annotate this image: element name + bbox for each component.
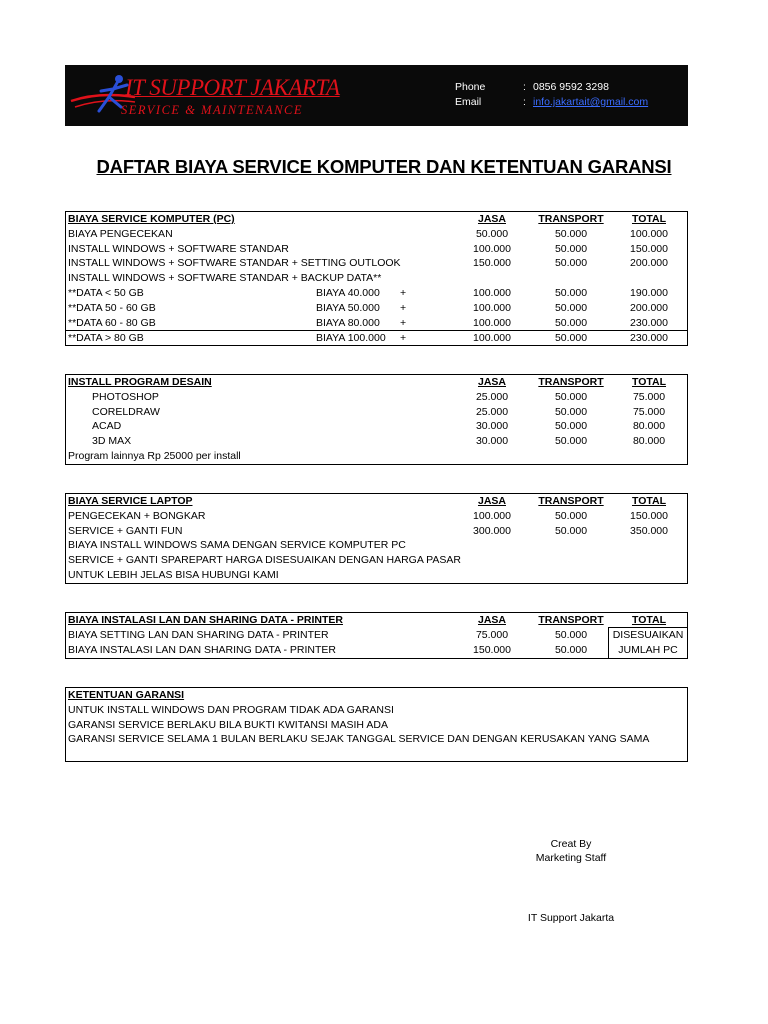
lan-total-line [609, 643, 687, 658]
lan-header-row [66, 613, 687, 628]
warranty-text: UNTUK INSTALL WINDOWS DAN PROGRAM TIDAK ADA GARANSI [68, 703, 394, 716]
warranty-line [66, 732, 687, 747]
lan-total-line1: DISESUAIKAN [612, 629, 684, 641]
col-transport: TRANSPORT [538, 376, 604, 388]
table-row [66, 242, 687, 257]
row-total: 200.000 [630, 257, 668, 270]
row-biaya: BIAYA 50.000 [316, 301, 380, 314]
logo-subtitle: SERVICE & MAINTENANCE [121, 103, 303, 117]
laptop-note-row [66, 568, 687, 583]
col-jasa: JASA [477, 614, 506, 626]
laptop-header-row [66, 494, 687, 509]
row-transport: 50.000 [554, 242, 588, 255]
col-transport: TRANSPORT [538, 213, 604, 225]
warranty-line [66, 703, 687, 718]
header-banner [65, 65, 688, 126]
email-link[interactable]: info.jakartait@gmail.com [533, 96, 649, 108]
row-total: 75.000 [632, 390, 666, 403]
pc-service-table [65, 211, 688, 346]
row-transport: 50.000 [554, 628, 588, 641]
laptop-note-row [66, 553, 687, 568]
warranty-header-row [66, 688, 687, 703]
warranty-text: GARANSI SERVICE SELAMA 1 BULAN BERLAKU SEJAK TANGGAL SERVICE DAN DENGAN KERUSAKAN YANG SAMA [68, 733, 650, 746]
row-label: **DATA < 50 GB [68, 286, 144, 299]
lan-heading: BIAYA INSTALASI LAN DAN SHARING DATA - PRINTER [68, 614, 343, 626]
row-total: 80.000 [632, 435, 666, 448]
row-transport: 50.000 [554, 332, 588, 345]
row-jasa: 100.000 [473, 316, 511, 329]
row-jasa: 25.000 [475, 390, 509, 403]
row-total: 230.000 [630, 332, 668, 345]
laptop-heading: BIAYA SERVICE LAPTOP [68, 495, 193, 507]
table-row [66, 643, 687, 658]
row-transport: 50.000 [554, 524, 588, 537]
table-row [66, 330, 687, 345]
pc-heading: BIAYA SERVICE KOMPUTER (PC) [68, 213, 235, 225]
row-transport: 50.000 [554, 390, 588, 403]
row-label: SERVICE + GANTI FUN [68, 524, 183, 537]
row-label: **DATA > 80 GB [68, 332, 144, 345]
row-transport: 50.000 [554, 316, 588, 329]
row-label: CORELDRAW [92, 405, 160, 418]
row-jasa: 50.000 [475, 227, 509, 240]
row-jasa: 100.000 [473, 301, 511, 314]
row-transport: 50.000 [554, 405, 588, 418]
phone-value: 0856 9592 3298 [533, 81, 609, 93]
lan-total-line2: JUMLAH PC [618, 643, 678, 656]
row-jasa: 150.000 [473, 257, 511, 270]
row-plus: + [400, 316, 407, 329]
row-label: ACAD [92, 420, 122, 433]
row-label: **DATA 60 - 80 GB [68, 316, 156, 329]
col-transport: TRANSPORT [538, 614, 604, 626]
table-row [66, 256, 687, 271]
row-label: BIAYA SETTING LAN DAN SHARING DATA - PRINTER [68, 628, 329, 641]
row-plus: + [400, 301, 407, 314]
row-jasa: 100.000 [473, 286, 511, 299]
laptop-service-table [65, 493, 688, 584]
phone-separator: : [523, 81, 526, 93]
row-total: 230.000 [630, 316, 668, 329]
row-jasa: 150.000 [473, 643, 511, 656]
table-row [66, 405, 687, 420]
row-transport: 50.000 [554, 301, 588, 314]
col-jasa: JASA [477, 495, 506, 507]
design-header-row [66, 375, 687, 390]
logo-title: IT SUPPORT JAKARTA [125, 75, 340, 100]
row-total: 80.000 [632, 420, 666, 433]
warranty-heading: KETENTUAN GARANSI [68, 689, 185, 701]
warranty-line [66, 718, 687, 733]
lan-total-line [609, 628, 687, 643]
row-total: 100.000 [630, 227, 668, 240]
design-note: Program lainnya Rp 25000 per install [68, 449, 241, 462]
lan-total-box [608, 627, 688, 659]
design-note-row [66, 449, 687, 464]
table-row [66, 390, 687, 405]
row-label: BIAYA PENGECEKAN [68, 227, 173, 240]
row-label: PENGECEKAN + BONGKAR [68, 509, 206, 522]
email-label: Email [455, 96, 482, 108]
table-row [66, 509, 687, 524]
table-row [66, 524, 687, 539]
row-transport: 50.000 [554, 257, 588, 270]
row-total: 150.000 [630, 242, 668, 255]
document-title: DAFTAR BIAYA SERVICE KOMPUTER DAN KETENTUAN GARANSI [96, 156, 672, 177]
row-jasa: 30.000 [475, 435, 509, 448]
row-transport: 50.000 [554, 643, 588, 656]
row-total: 350.000 [630, 524, 668, 537]
laptop-note: BIAYA INSTALL WINDOWS SAMA DENGAN SERVICE KOMPUTER PC [68, 539, 406, 552]
footer-creat-by: Creat By [550, 838, 592, 850]
row-jasa: 100.000 [473, 509, 511, 522]
laptop-note: UNTUK LEBIH JELAS BISA HUBUNGI KAMI [68, 568, 279, 581]
row-jasa: 100.000 [473, 242, 511, 255]
col-jasa: JASA [477, 213, 506, 225]
table-row [66, 419, 687, 434]
warranty-terms-box [65, 687, 688, 762]
row-total: 190.000 [630, 286, 668, 299]
row-transport: 50.000 [554, 509, 588, 522]
row-jasa: 75.000 [475, 628, 509, 641]
email-separator: : [523, 96, 526, 108]
row-label: BIAYA INSTALASI LAN DAN SHARING DATA - PRINTER [68, 643, 337, 656]
row-jasa: 300.000 [473, 524, 511, 537]
footer-role: Marketing Staff [535, 852, 607, 864]
row-label: INSTALL WINDOWS + SOFTWARE STANDAR [68, 242, 289, 255]
design-heading: INSTALL PROGRAM DESAIN [68, 376, 212, 388]
col-total: TOTAL [631, 376, 667, 388]
design-program-table [65, 374, 688, 465]
footer-company: IT Support Jakarta [527, 912, 615, 924]
phone-label: Phone [455, 81, 486, 93]
row-label: PHOTOSHOP [92, 390, 159, 403]
row-transport: 50.000 [554, 420, 588, 433]
warranty-text: GARANSI SERVICE BERLAKU BILA BUKTI KWITANSI MASIH ADA [68, 718, 388, 731]
col-total: TOTAL [631, 213, 667, 225]
row-total: 75.000 [632, 405, 666, 418]
col-total: TOTAL [631, 614, 667, 626]
laptop-note: SERVICE + GANTI SPAREPART HARGA DISESUAIKAN DENGAN HARGA PASAR [68, 554, 461, 567]
row-jasa: 25.000 [475, 405, 509, 418]
row-jasa: 100.000 [473, 332, 511, 345]
laptop-note-row [66, 538, 687, 553]
col-transport: TRANSPORT [538, 495, 604, 507]
table-row [66, 271, 687, 286]
row-label: **DATA 50 - 60 GB [68, 301, 156, 314]
pc-header-row [66, 212, 687, 227]
row-total: 150.000 [630, 509, 668, 522]
table-row [66, 227, 687, 242]
lan-installation-table [65, 612, 688, 659]
table-row [66, 301, 687, 316]
row-plus: + [400, 286, 407, 299]
row-label: INSTALL WINDOWS + SOFTWARE STANDAR + BACKUP DATA** [68, 272, 382, 285]
table-row [66, 286, 687, 301]
row-transport: 50.000 [554, 286, 588, 299]
col-jasa: JASA [477, 376, 506, 388]
row-plus: + [400, 332, 407, 345]
row-jasa: 30.000 [475, 420, 509, 433]
table-row [66, 316, 687, 331]
row-biaya: BIAYA 100.000 [316, 332, 386, 345]
row-total: 200.000 [630, 301, 668, 314]
row-label: INSTALL WINDOWS + SOFTWARE STANDAR + SETTING OUTLOOK [68, 257, 401, 270]
company-logo [69, 71, 340, 121]
col-total: TOTAL [631, 495, 667, 507]
table-row [66, 434, 687, 449]
row-transport: 50.000 [554, 435, 588, 448]
row-label: 3D MAX [92, 435, 132, 448]
row-biaya: BIAYA 80.000 [316, 316, 380, 329]
table-row [66, 628, 687, 643]
row-transport: 50.000 [554, 227, 588, 240]
row-biaya: BIAYA 40.000 [316, 286, 380, 299]
